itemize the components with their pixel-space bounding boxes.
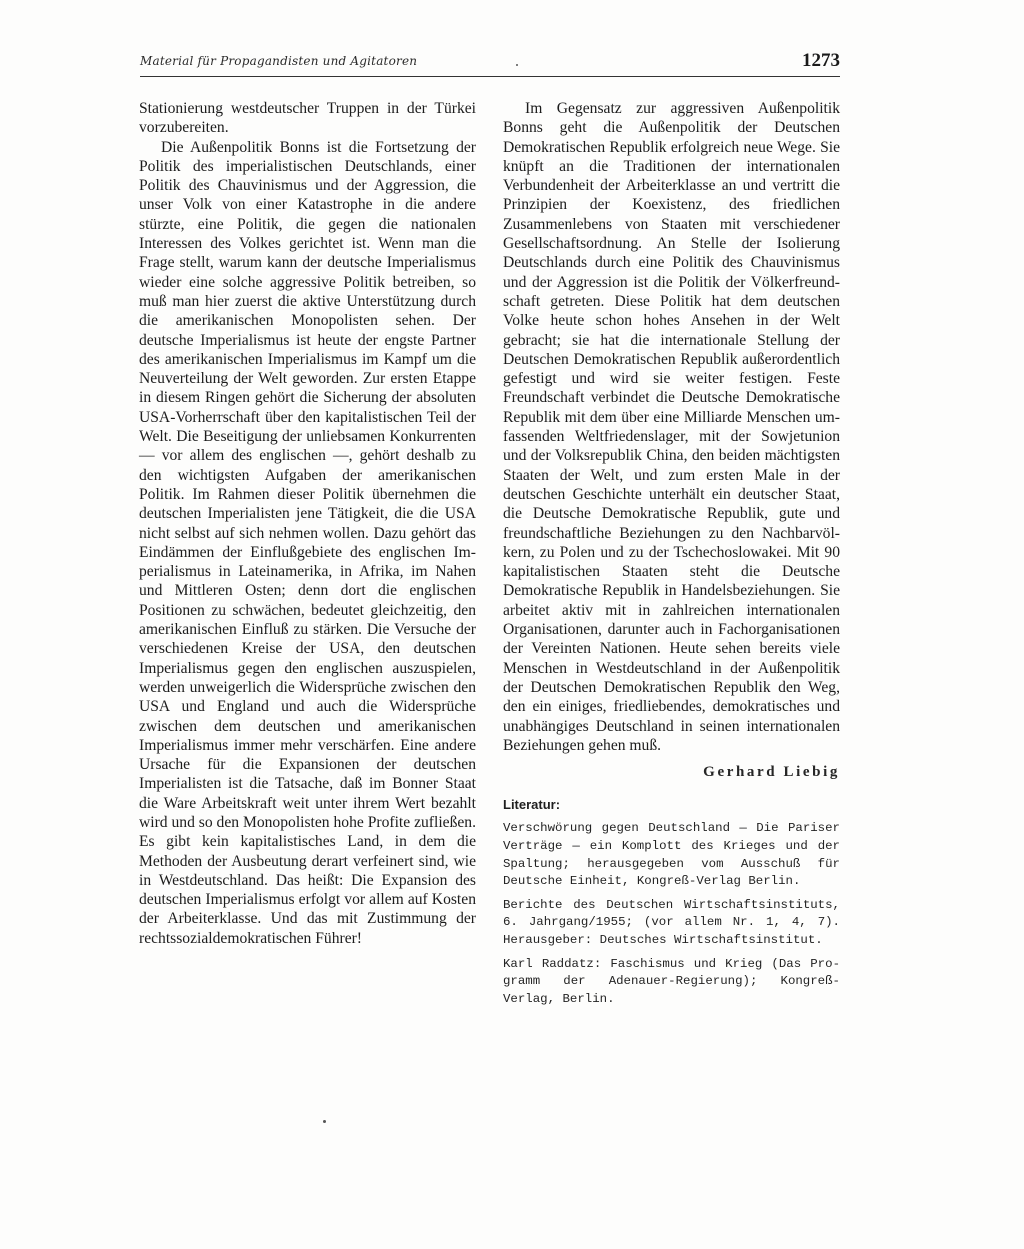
literature-entry: Verschwörung gegen Deutschland — Die Pariser Verträge — ein Komplott des Krieges und der Spaltung; herausgegeben vom Ausschuß für Deutsche Einheit, Kongreß-Verlag Berlin.	[503, 821, 840, 889]
paragraph: Im Gegensatz zur aggressiven Außenpolitik Bonns geht die Außenpolitik der Deutschen Demokratischen Republik erfolgreich neue Wege. Sie knüpft an die Traditionen der internationalen Verbundenheit der Arbeiterklasse an und vertritt die Prinzipien der Koexistenz, des friedlichen Zusammenlebens von Staaten mit verschiedener Gesellschaftsordnung. An Stelle der Isolierung Deutschlands durch eine Politik des Chauvinismus und der Aggression ist die Politik der Völkerfreundschaft getreten. Diese Politik hat dem deutschen Volke heute schon hohes Ansehen in der Welt gebracht; sie hat die internationale Stellung der Deutschen Demokratischen Republik außerordentlich gefestigt und wird sie weiter festigen. Feste Freundschaft verbindet die Deutsche Demokratische Republik mit dem über eine Milliarde Menschen umfassenden Weltfriedenslager, mit der Sowjetunion und der Volksrepublik China, den beiden mächtigsten Staaten der Welt, und zum ersten Male in der deutschen Geschichte unterhält ein deutscher Staat, die Deutsche Demokratische Republik, gute und freundschaftliche Beziehungen zu den Nachbarvölkern, zu Polen und zu der Tschechoslowakei. Mit 90 kapitalistischen Staaten steht die Deutsche Demokratische Republik in Handelsbeziehungen. Sie arbeitet aktiv mit in zahlreichen internationalen Organisationen, darunter auch in Fachorganisationen der Vereinten Nationen. Heute sehen bereits viele Menschen in Westdeutschland in der Außenpolitik der Deutschen Demokratischen Republik den Weg, den ein einiges, friedliebendes, demokratisches und unabhängiges Deutschland in seinen internationalen Beziehungen gehen muß.	[503, 100, 840, 754]
left-column	[139, 99, 476, 948]
paragraph: Die Außenpolitik Bonns ist die Fortsetzung der Politik des imperialistischen Deutschlands, einer Politik des Chauvinismus und der Aggression, die unser Volk von einer Katastrophe in die andere stürzte, eine Politik, die gegen die nationalen Interessen des Volkes gerichtet ist. Wenn man die Frage stellt, warum kann der deutsche Imperialismus wieder eine solche aggressive Politik betreiben, so muß man hier zuerst die aktive Unterstützung durch die amerikanischen Monopolisten sehen. Der deutsche Imperialismus ist heute der engste Partner des amerikanischen Imperialismus im Kampf um die Neuverteilung der Welt geworden. Zur ersten Etappe in diesem Ringen gehört die Sicherung der absoluten USA-Vorherrschaft über den kapitalistischen Teil der Welt. Die Beseitigung der unliebsamen Konkurrenten — vor allem des englischen —, gehört deshalb zu den wichtigsten Aufgaben der amerikanischen Politik. Im Rahmen dieser Politik übernehmen die deutschen Imperialisten jene Tätigkeit, die die USA nicht selbst auf sich nehmen wollen. Dazu gehört das Eindämmen der Einflußgebiete des englischen Imperialismus in Lateinamerika, in Afrika, im Nahen und Mittleren Osten; denn dort die englischen Positionen zu schwächen, bedeutet gleichzeitig, den amerikanischen Einfluß zu stärken. Die Versuche der verschiedenen Kreise der USA, den deutschen Imperialismus gegen den englischen auszuspielen, werden unweigerlich die Widersprüche zwischen den USA und England und auch die Widersprüche zwischen dem deutschen und amerikanischen Imperialismus immer mehr verschärfen. Eine andere Ursache für die Expansionen der deutschen Imperialisten ist die Tatsache, daß im Bonner Staat die Ware Arbeitskraft weit unter ihrem Wert bezahlt wird und so den Monopolisten hohe Profite zufließen. Es gibt kein kapitalistisches Land, in dem die Methoden der Ausbeutung derart verfeinert sind, wie in Westdeutschland. Das heißt: Die Expansion des deutschen Imperialismus erfolgt vor allem auf Kosten der Arbeiterklasse. Und das mit Zustimmung der rechtssozialdemokratischen Führer!	[139, 138, 476, 947]
author-signature: Gerhard Liebig	[703, 764, 840, 781]
scan-speck	[323, 1120, 326, 1123]
scan-speck	[516, 64, 518, 66]
running-header	[140, 50, 840, 74]
literature-entry: Berichte des Deutschen Wirtschaftsinstituts, 6. Jahrgang/1955; (vor allem Nr. 1, 4, 7). Herausgeber: Deutsches Wirtschaftsinstitut.	[503, 897, 840, 947]
literature-entry: Karl Raddatz: Faschismus und Krieg (Das Programm der Adenauer-Regierung); Kongreß-Verlag, Berlin.	[503, 956, 840, 1006]
paragraph: Stationierung westdeutscher Truppen in der Türkei vorzubereiten.	[139, 100, 476, 137]
running-title: Material für Propagandisten und Agitatoren	[140, 54, 418, 68]
literature-heading: Literatur:	[503, 797, 561, 813]
right-column	[503, 99, 840, 1008]
header-rule	[140, 76, 840, 77]
page-number: 1273	[802, 50, 840, 71]
